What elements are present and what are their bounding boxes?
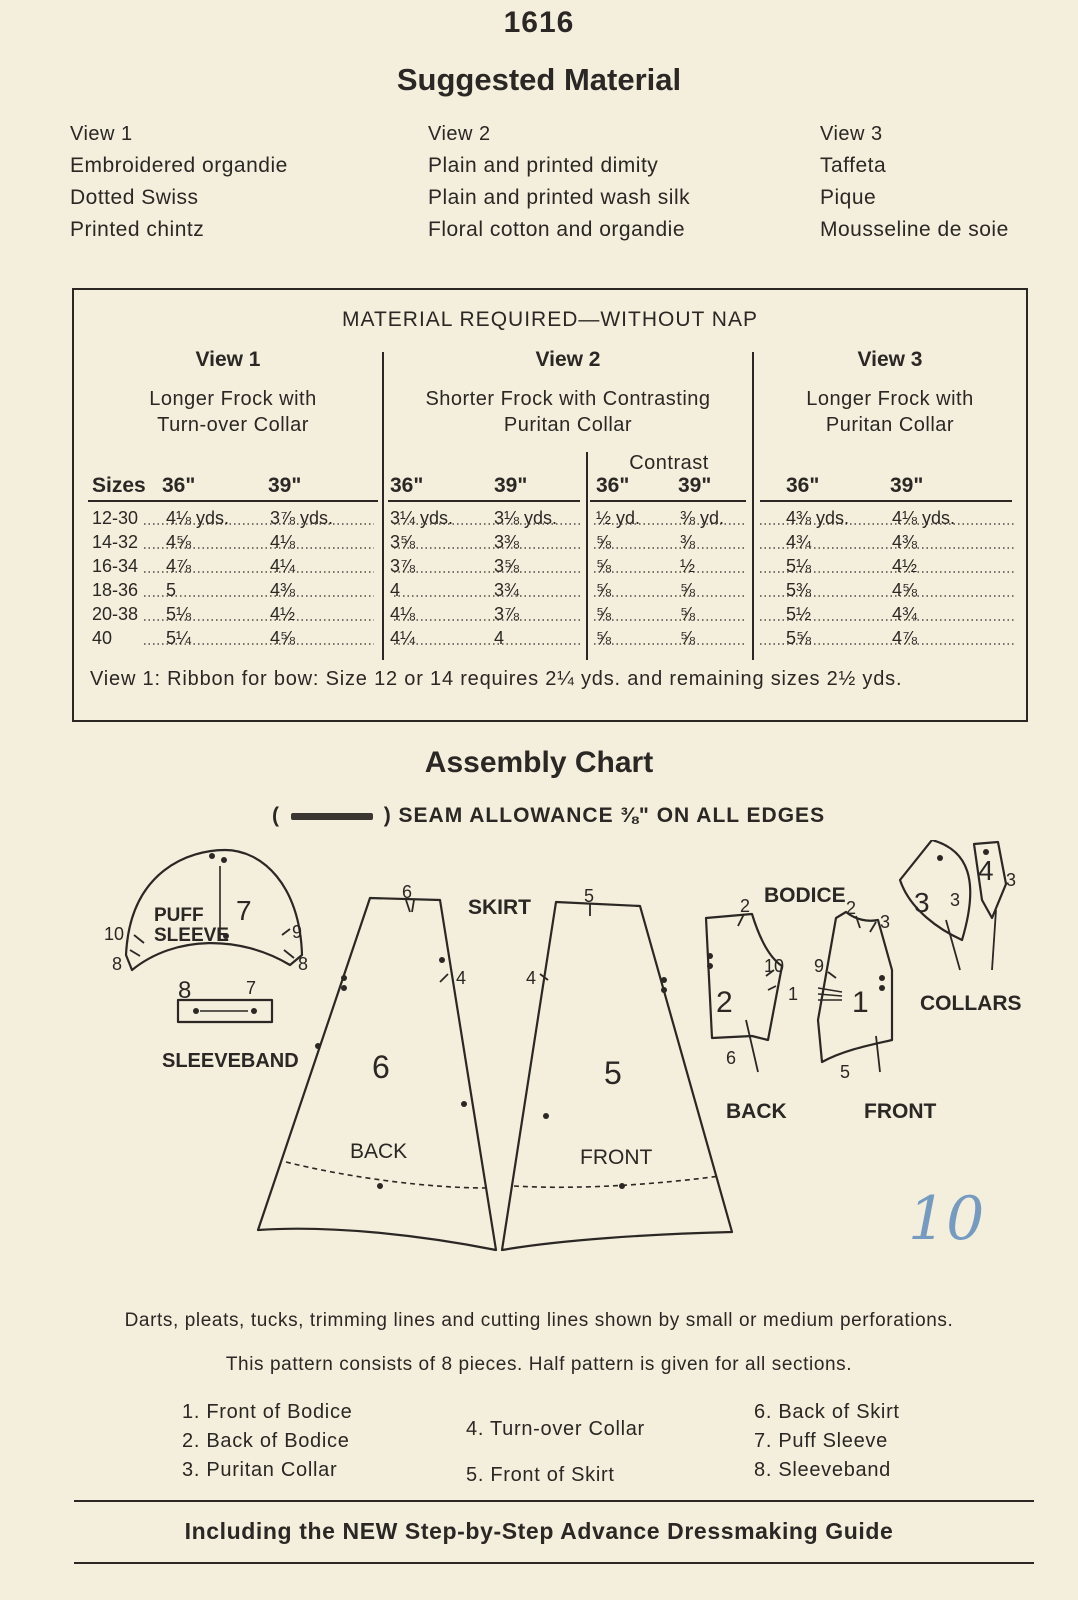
- size-cell: 12-30: [92, 508, 139, 528]
- yardage-cell: 4: [494, 628, 505, 648]
- perforation: [193, 1008, 199, 1014]
- piece-number: 5: [604, 1055, 622, 1091]
- footer-rule-bottom: [74, 1562, 1034, 1564]
- perforation-note: Darts, pleats, tucks, trimming lines and cutting lines shown by small or medium perforations.: [124, 1310, 954, 1331]
- width-36-label: 36": [390, 474, 424, 497]
- piece-number: 7: [246, 978, 257, 998]
- width-39-label: 39": [678, 474, 712, 497]
- yardage-cell: 5⅜: [786, 580, 812, 600]
- collars-label: COLLARS: [920, 992, 1022, 1015]
- perforation: [341, 985, 347, 991]
- material-item: Printed chintz: [70, 218, 205, 241]
- header-rule: [590, 500, 746, 502]
- yardage-cell: 5¼: [166, 628, 192, 648]
- view-3-heading: View 3: [857, 348, 923, 371]
- sizes-label: Sizes: [92, 474, 146, 497]
- yardage-cell: 4⅛: [270, 532, 296, 552]
- notch-mark: [828, 972, 836, 978]
- yardage-cell: 4½: [270, 604, 296, 624]
- view-2-heading: View 2: [535, 348, 601, 371]
- piece-number: 5: [840, 1062, 851, 1082]
- perforation: [879, 975, 885, 981]
- close-paren: ): [383, 804, 392, 827]
- piece-number: 1: [852, 986, 869, 1019]
- width-36-label: 36": [162, 474, 196, 497]
- yardage-cell: 5⅛: [786, 556, 812, 576]
- yardage-cell: 3⅛ yds.: [494, 508, 558, 528]
- seam-line-icon: [291, 813, 373, 820]
- material-required-title: MATERIAL REQUIRED—WITHOUT NAP: [342, 308, 758, 331]
- yardage-cell: 4¼: [270, 556, 296, 576]
- skirt-label: SKIRT: [468, 896, 531, 919]
- piece-number: 4: [526, 968, 537, 988]
- size-cell: 20-38: [92, 604, 139, 624]
- pieces-column-2: [466, 1406, 645, 1498]
- yardage-cell: 3⅞ yds.: [270, 508, 334, 528]
- material-column-view-3: [820, 118, 1009, 246]
- footer-text: Including the NEW Step-by-Step Advance Dressmaking Guide: [184, 1518, 894, 1544]
- pieces-column-1: [182, 1398, 352, 1485]
- view-1-description: [74, 386, 392, 438]
- sleeveband-label: SLEEVEBAND: [162, 1050, 299, 1072]
- collar-pointer: [946, 920, 960, 970]
- yardage-cell: ½ yd.: [596, 508, 641, 528]
- bodice-back-label: BACK: [726, 1100, 787, 1123]
- skirt-back-label: BACK: [350, 1140, 408, 1163]
- piece-number: 5: [584, 886, 595, 906]
- handwritten-number: 10: [908, 1184, 985, 1254]
- yardage-cell: 3⅝: [494, 556, 520, 576]
- width-39-label: 39": [890, 474, 924, 497]
- yardage-cell: 3⅜: [494, 532, 520, 552]
- material-item: Embroidered organdie: [70, 154, 288, 177]
- piece-number: 4: [456, 968, 467, 988]
- perforation: [209, 853, 215, 859]
- dotted-leaders: [74, 508, 1026, 654]
- header-rule: [388, 500, 580, 502]
- yardage-cell: 5: [166, 580, 177, 600]
- perforation: [439, 957, 445, 963]
- suggested-material-title: Suggested Material: [396, 62, 682, 97]
- piece-number: 3: [1006, 870, 1017, 890]
- yardage-cell: 4⅛ yds.: [892, 508, 956, 528]
- pieces-column-3: [754, 1398, 900, 1485]
- width-39-label: 39": [268, 474, 302, 497]
- seam-allowance-text: SEAM ALLOWANCE ⅜" ON ALL EDGES: [398, 804, 826, 827]
- yardage-cell: 4⅞: [892, 628, 918, 648]
- piece-item: 4. Turn-over Collar: [466, 1418, 645, 1440]
- material-item: Mousseline de soie: [820, 218, 1009, 241]
- piece-item: 5. Front of Skirt: [466, 1464, 615, 1486]
- yardage-cell: 4⅜: [270, 580, 296, 600]
- piece-item: 2. Back of Bodice: [182, 1430, 350, 1452]
- piece-number: 2: [740, 896, 751, 916]
- size-cell: 16-34: [92, 556, 139, 576]
- piece-number: 9: [814, 956, 825, 976]
- pattern-number: 1616: [503, 6, 575, 39]
- perforation: [937, 855, 943, 861]
- piece-number: 3: [914, 887, 930, 918]
- yardage-cell: 4⅝: [270, 628, 296, 648]
- yardage-cell: 3⅝: [390, 532, 416, 552]
- yardage-cell: 4⅛ yds.: [166, 508, 230, 528]
- piece-item: 8. Sleeveband: [754, 1459, 891, 1481]
- piece-number: 2: [846, 898, 857, 918]
- piece-number: 9: [292, 922, 303, 942]
- puff-sleeve-label: [154, 906, 229, 946]
- perforation: [543, 1113, 549, 1119]
- notch-mark: [130, 935, 144, 956]
- perforation: [341, 975, 347, 981]
- yardage-cell: 4⅝: [166, 532, 192, 552]
- front-pointer: [876, 1036, 880, 1072]
- material-column-view-2: [428, 118, 690, 246]
- footer-rule-top: [74, 1500, 1034, 1502]
- view-description-line: Puritan Collar: [503, 414, 633, 436]
- view-description-line: Turn-over Collar: [157, 414, 309, 436]
- view-1-heading: View 1: [195, 348, 261, 371]
- piece-number: 6: [402, 882, 413, 902]
- piece-item: 1. Front of Bodice: [182, 1401, 353, 1423]
- material-item: Floral cotton and organdie: [428, 218, 685, 241]
- perforation: [461, 1101, 467, 1107]
- view-description-line: Shorter Frock with Contrasting: [425, 388, 711, 410]
- perforation: [619, 1183, 625, 1189]
- view-2-description: [384, 386, 752, 438]
- material-item: Dotted Swiss: [70, 186, 199, 209]
- piece-number: 10: [764, 956, 785, 976]
- yardage-cell: 4¾: [892, 604, 918, 624]
- seam-allowance-note: [272, 804, 825, 828]
- view-description-line: Puritan Collar: [825, 414, 955, 436]
- size-cell: 14-32: [92, 532, 139, 552]
- yardage-cell: 3⅞: [494, 604, 520, 624]
- header-rule: [88, 500, 378, 502]
- material-item: Plain and printed wash silk: [428, 186, 691, 209]
- material-item: Plain and printed dimity: [428, 154, 659, 177]
- piece-number: 6: [372, 1049, 390, 1085]
- size-cell: 40: [92, 628, 113, 648]
- skirt-back-hemline: [286, 1162, 486, 1188]
- piece-item: 6. Back of Skirt: [754, 1401, 900, 1423]
- width-39-label: 39": [494, 474, 528, 497]
- material-column-heading: View 3: [820, 123, 883, 145]
- assembly-chart-title: Assembly Chart: [424, 746, 654, 779]
- yardage-cell: 4⅝: [892, 580, 918, 600]
- yardage-cell: ⅝: [596, 628, 612, 648]
- perforation: [251, 1008, 257, 1014]
- yardage-cell: 5½: [786, 604, 812, 624]
- yardage-cell: ⅝: [596, 556, 612, 576]
- yardage-cell: ⅝: [680, 580, 696, 600]
- material-column-heading: View 2: [428, 123, 491, 145]
- piece-number: 3: [950, 890, 961, 910]
- perforation: [707, 953, 713, 959]
- piece-number: 10: [104, 924, 125, 944]
- yardage-cell: ⅝: [596, 604, 612, 624]
- piece-number: 8: [178, 977, 192, 1004]
- yardage-cell: ⅝: [680, 604, 696, 624]
- yardage-cell: 3⅞: [390, 556, 416, 576]
- skirt-front-label: FRONT: [580, 1146, 653, 1169]
- perforation: [879, 985, 885, 991]
- width-36-label: 36": [786, 474, 820, 497]
- perforation: [377, 1183, 383, 1189]
- material-column-view-1: [70, 118, 288, 246]
- piece-number: 2: [716, 986, 733, 1019]
- yardage-cell: 3¼ yds.: [390, 508, 454, 528]
- yardage-cell: 4⅜: [892, 532, 918, 552]
- piece-item: 7. Puff Sleeve: [754, 1430, 888, 1452]
- perforation: [315, 1043, 321, 1049]
- material-column-heading: View 1: [70, 123, 133, 145]
- piece-number: 8: [112, 954, 123, 974]
- material-item: Taffeta: [820, 154, 887, 177]
- notch-mark: [870, 922, 876, 932]
- perforation: [707, 963, 713, 969]
- yardage-cell: ⅝: [680, 628, 696, 648]
- perforation: [661, 977, 667, 983]
- open-paren: (: [272, 804, 280, 827]
- perforation: [661, 987, 667, 993]
- yardage-cell: 4¾: [786, 532, 812, 552]
- yardage-cell: ⅝: [596, 532, 612, 552]
- pieces-intro: This pattern consists of 8 pieces. Half pattern is given for all sections.: [225, 1354, 853, 1375]
- yardage-cell: 4: [390, 580, 401, 600]
- contrast-label: Contrast: [629, 452, 709, 474]
- bodice-front-label: FRONT: [864, 1100, 937, 1123]
- bodice-label: BODICE: [764, 884, 846, 907]
- piece-number: 8: [298, 954, 309, 974]
- bodice-back-piece: [706, 914, 785, 1040]
- piece-number: 3: [880, 912, 891, 932]
- view-3-description: [754, 386, 1026, 438]
- yardage-cell: 5⅛: [166, 604, 192, 624]
- yardage-cell: ⅝: [596, 580, 612, 600]
- yardage-cell: 5⅝: [786, 628, 812, 648]
- yardage-cell: 4⅜ yds.: [786, 508, 850, 528]
- view-description-line: Longer Frock with: [149, 388, 317, 410]
- collar-pointer: [992, 910, 996, 970]
- yardage-cell: ⅜: [680, 532, 696, 552]
- ribbon-note: View 1: Ribbon for bow: Size 12 or 14 requires 2¼ yds. and remaining sizes 2½ yds.: [90, 668, 903, 690]
- yardage-cell: 3¾: [494, 580, 520, 600]
- material-required-table: [72, 288, 1028, 722]
- piece-number: 6: [726, 1048, 737, 1068]
- material-item: Pique: [820, 186, 877, 209]
- skirt-front-hemline: [514, 1176, 720, 1187]
- view-description-line: Longer Frock with: [806, 388, 974, 410]
- yardage-cell: 4½: [892, 556, 918, 576]
- yardage-cell: ½: [680, 556, 696, 576]
- piece-item: 3. Puritan Collar: [182, 1459, 338, 1481]
- size-cell: 18-36: [92, 580, 139, 600]
- yardage-cell: 4¼: [390, 628, 416, 648]
- piece-number: 7: [236, 895, 252, 926]
- yardage-cell: 4⅞: [166, 556, 192, 576]
- header-rule: [760, 500, 1012, 502]
- piece-number: 1: [788, 984, 799, 1004]
- yardage-cell: 4⅛: [390, 604, 416, 624]
- piece-number: 4: [978, 855, 994, 886]
- puff-sleeve-label-line: PUFF: [154, 905, 204, 926]
- yardage-cell: ⅜ yd.: [680, 508, 725, 528]
- perforation: [221, 857, 227, 863]
- notch-mark: [440, 974, 448, 982]
- puff-sleeve-label-line: SLEEVE: [154, 925, 229, 946]
- width-36-label: 36": [596, 474, 630, 497]
- back-pointer: [746, 1020, 758, 1072]
